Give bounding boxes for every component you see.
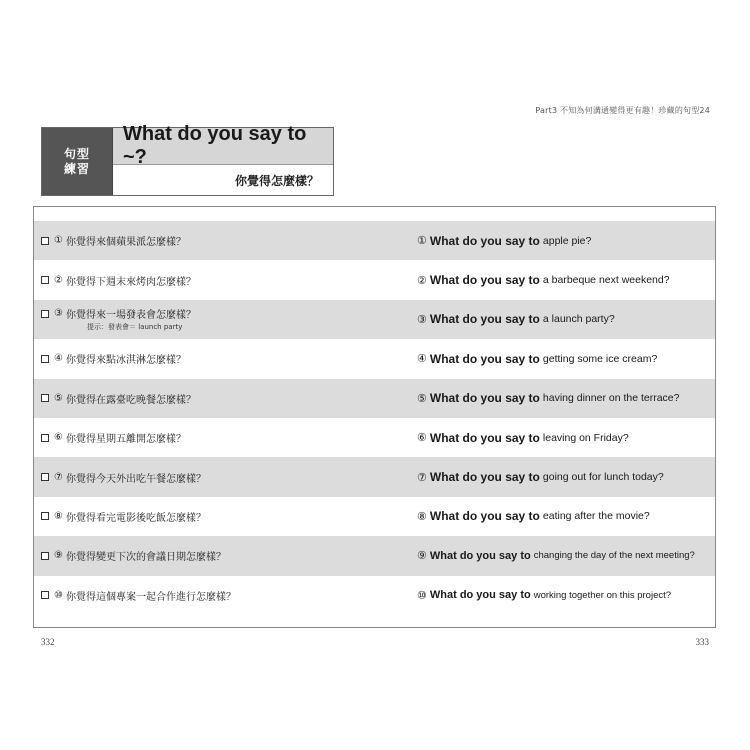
practice-rows	[34, 221, 715, 615]
english-pattern: What do you say to	[429, 351, 540, 366]
chinese-sentence	[41, 260, 411, 299]
english-item-number: ⑧	[417, 510, 427, 523]
item-number: ④	[54, 353, 63, 365]
english-item-number: ⑤	[417, 392, 427, 405]
english-pattern: What do you say to	[429, 509, 540, 524]
english-sentence	[417, 418, 629, 457]
chinese-text: 你覺得這個專案一起合作進行怎麼樣？	[65, 591, 236, 603]
practice-row	[34, 457, 715, 496]
english-completion: a barbeque next weekend?	[542, 274, 670, 287]
english-sentence	[417, 457, 664, 496]
english-completion: a launch party?	[542, 313, 615, 326]
checkbox[interactable]	[41, 276, 49, 284]
english-sentence	[417, 339, 657, 378]
chinese-text: 你覺得星期五離開怎麼樣？	[65, 434, 186, 446]
english-pattern: What do you say to	[429, 312, 540, 327]
practice-row	[34, 379, 715, 418]
pattern-text	[113, 123, 333, 195]
checkbox[interactable]	[41, 394, 49, 402]
running-head: Part3 不知為何溝通變得更有趣！珍藏的句型24	[535, 106, 710, 115]
english-sentence	[417, 536, 695, 575]
page-number-right: 333	[695, 637, 709, 647]
checkbox[interactable]	[41, 591, 49, 599]
english-item-number: ⑩	[417, 589, 427, 602]
pattern-tag-line2: 練習	[63, 161, 90, 176]
chinese-sentence	[41, 576, 411, 615]
english-pattern: What do you say to	[429, 470, 540, 485]
chinese-text: 你覺得來一場發表會怎麼樣？	[65, 310, 196, 322]
english-completion: going out for lunch today?	[542, 471, 664, 484]
item-number: ⑦	[54, 471, 63, 483]
item-number: ⑧	[54, 510, 63, 522]
chinese-text: 你覺得今天外出吃午餐怎麼樣？	[65, 473, 206, 485]
practice-row	[34, 260, 715, 299]
checkbox[interactable]	[41, 434, 49, 442]
chinese-text: 你覺得變更下次的會議日期怎麼樣？	[65, 552, 226, 564]
pattern-tag-line1: 句型	[63, 146, 90, 161]
practice-row	[34, 497, 715, 536]
practice-row	[34, 300, 715, 339]
practice-box	[33, 206, 716, 628]
item-number: ②	[54, 274, 63, 286]
chinese-sentence	[41, 457, 411, 496]
english-sentence	[417, 576, 671, 615]
english-pattern: What do you say to	[429, 549, 531, 562]
chinese-text: 你覺得來個蘋果派怎麼樣？	[65, 237, 186, 249]
english-completion: changing the day of the next meeting?	[533, 550, 695, 562]
pattern-header	[41, 123, 334, 196]
chinese-sentence	[41, 497, 411, 536]
english-sentence	[417, 300, 615, 339]
chinese-text: 你覺得下週末來烤肉怎麼樣？	[65, 276, 196, 288]
english-completion: getting some ice cream?	[542, 352, 658, 365]
item-number: ⑥	[54, 432, 63, 444]
english-pattern: What do you say to	[429, 273, 540, 288]
page-number-left: 332	[41, 637, 55, 647]
english-item-number: ⑨	[417, 550, 427, 563]
pattern-tag	[42, 128, 113, 195]
english-item-number: ⑥	[417, 432, 427, 445]
english-item-number: ④	[417, 353, 427, 366]
chinese-sentence	[41, 221, 411, 260]
chinese-sentence	[41, 339, 411, 378]
checkbox[interactable]	[41, 355, 49, 363]
hint-text: 提示：發表會＝ launch party	[87, 323, 183, 332]
item-number: ⑨	[54, 550, 63, 562]
english-item-number: ⑦	[417, 471, 427, 484]
practice-row	[34, 418, 715, 457]
chinese-sentence	[41, 536, 411, 575]
english-completion: apple pie?	[542, 234, 592, 247]
practice-row	[34, 536, 715, 575]
chinese-text: 你覺得來點冰淇淋怎麼樣？	[65, 355, 186, 367]
checkbox[interactable]	[41, 512, 49, 520]
practice-row	[34, 221, 715, 260]
pattern-chinese: 你覺得怎麼樣？	[234, 173, 319, 188]
english-pattern: What do you say to	[429, 430, 540, 445]
english-sentence	[417, 497, 650, 536]
english-item-number: ③	[417, 313, 427, 326]
english-pattern: What do you say to	[429, 233, 540, 248]
checkbox[interactable]	[41, 473, 49, 481]
checkbox[interactable]	[41, 310, 49, 318]
english-pattern: What do you say to	[429, 391, 540, 406]
english-item-number: ②	[417, 274, 427, 287]
item-number: ⑤	[54, 392, 63, 404]
english-sentence	[417, 379, 679, 418]
item-number: ③	[54, 308, 63, 320]
english-completion: working together on this project?	[533, 589, 672, 601]
english-completion: eating after the movie?	[542, 510, 650, 523]
practice-row	[34, 339, 715, 378]
item-number: ①	[54, 235, 63, 247]
chinese-text: 你覺得在露臺吃晚餐怎麼樣？	[65, 394, 196, 406]
english-item-number: ①	[417, 235, 427, 248]
pattern-english: What do you say to ~?	[113, 128, 333, 165]
english-sentence	[417, 260, 670, 299]
practice-row	[34, 576, 715, 615]
chinese-text: 你覺得看完電影後吃飯怎麼樣？	[65, 512, 206, 524]
english-pattern: What do you say to	[429, 589, 531, 602]
chinese-sentence	[41, 418, 411, 457]
chinese-sentence	[41, 300, 411, 339]
checkbox[interactable]	[41, 552, 49, 560]
checkbox[interactable]	[41, 237, 49, 245]
chinese-sentence	[41, 379, 411, 418]
english-completion: having dinner on the terrace?	[542, 392, 680, 405]
english-sentence	[417, 221, 591, 260]
item-number: ⑩	[54, 589, 63, 601]
english-completion: leaving on Friday?	[542, 431, 629, 444]
